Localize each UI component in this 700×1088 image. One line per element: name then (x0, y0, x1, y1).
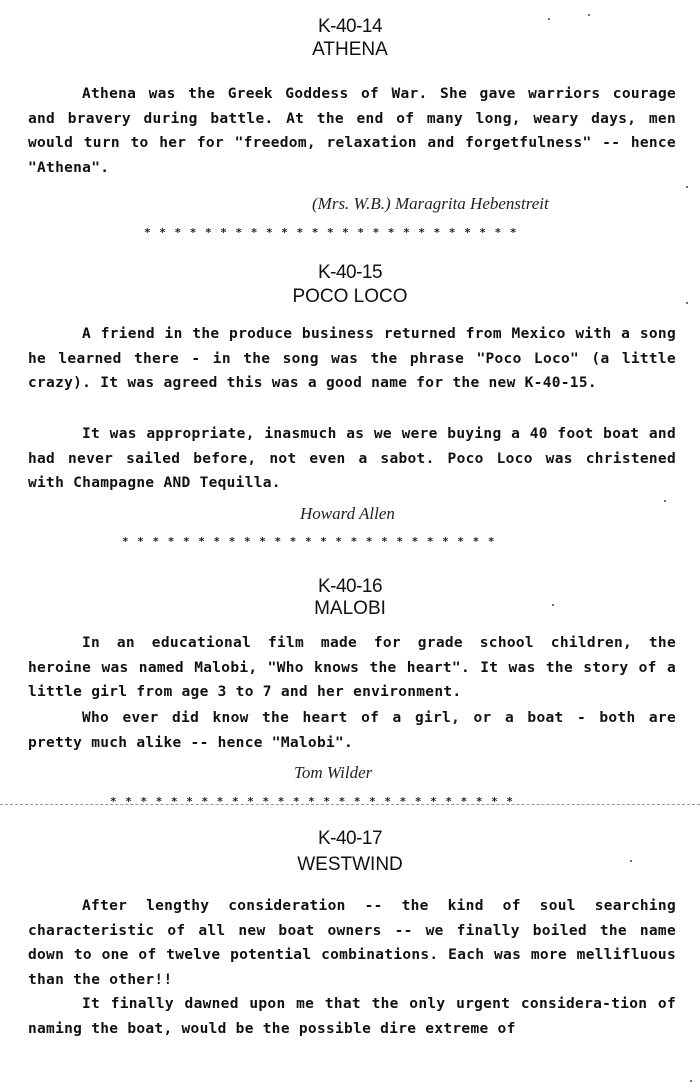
scan-speck (686, 302, 688, 304)
scan-speck (690, 1080, 692, 1082)
paragraph: A friend in the produce business returned from Mexico with a song he learned there - in the song was the phrase "Poco Loco" (a little crazy). It was agreed this was a good name for the new K-40-15. (28, 326, 676, 392)
signature: Tom Wilder (294, 763, 373, 782)
section-title: MALOBI (314, 598, 386, 619)
section-id: K-40-17 (317, 828, 383, 849)
section-id: K-40-14 (317, 16, 383, 37)
star-divider: * * * * * * * * * * * * * * * * * * * * * * * * * * * (110, 795, 514, 808)
section-title: WESTWIND (297, 854, 403, 875)
paragraph: It finally dawned upon me that the only urgent considera-tion of naming the boat, would be the possible dire extreme of (28, 996, 676, 1037)
paragraph: After lengthy consideration -- the kind of soul searching characteristic of all new boat owners -- we finally boiled the name down to one of twelve potential combinations. Each was more mellifluous than the other!! (28, 898, 676, 988)
section-id: K-40-16 (317, 576, 383, 597)
scan-speck (548, 18, 550, 20)
signature: (Mrs. W.B.) Maragrita Hebenstreit (312, 194, 549, 213)
paragraph: In an educational film made for grade school children, the heroine was named Malobi, "Who knows the heart". It was the story of a little girl from age 3 to 7 and her environment. (28, 635, 676, 701)
paragraph: Athena was the Greek Goddess of War. She gave warriors courage and bravery during battle. At the end of many long, weary days, men would turn to her for "freedom, relaxation and forgetfulness" -- hence "Athena". (28, 86, 676, 176)
scan-speck (552, 604, 554, 606)
scan-speck (664, 500, 666, 502)
section-title: ATHENA (312, 39, 388, 60)
star-divider: * * * * * * * * * * * * * * * * * * * * * * * * * (144, 226, 518, 239)
paragraph: Who ever did know the heart of a girl, or a boat - both are pretty much alike -- hence "Malobi". (28, 710, 676, 751)
scan-rule (0, 804, 700, 805)
paragraph: It was appropriate, inasmuch as we were buying a 40 foot boat and had never sailed before, not even a sabot. Poco Loco was christened with Champagne AND Tequilla. (28, 426, 676, 492)
section-title: POCO LOCO (292, 286, 408, 307)
star-divider: * * * * * * * * * * * * * * * * * * * * * * * * * (122, 535, 496, 548)
section-id: K-40-15 (317, 262, 383, 283)
signature: Howard Allen (300, 504, 395, 523)
scan-speck (630, 860, 632, 862)
scan-speck (588, 14, 590, 16)
scan-speck (686, 186, 688, 188)
